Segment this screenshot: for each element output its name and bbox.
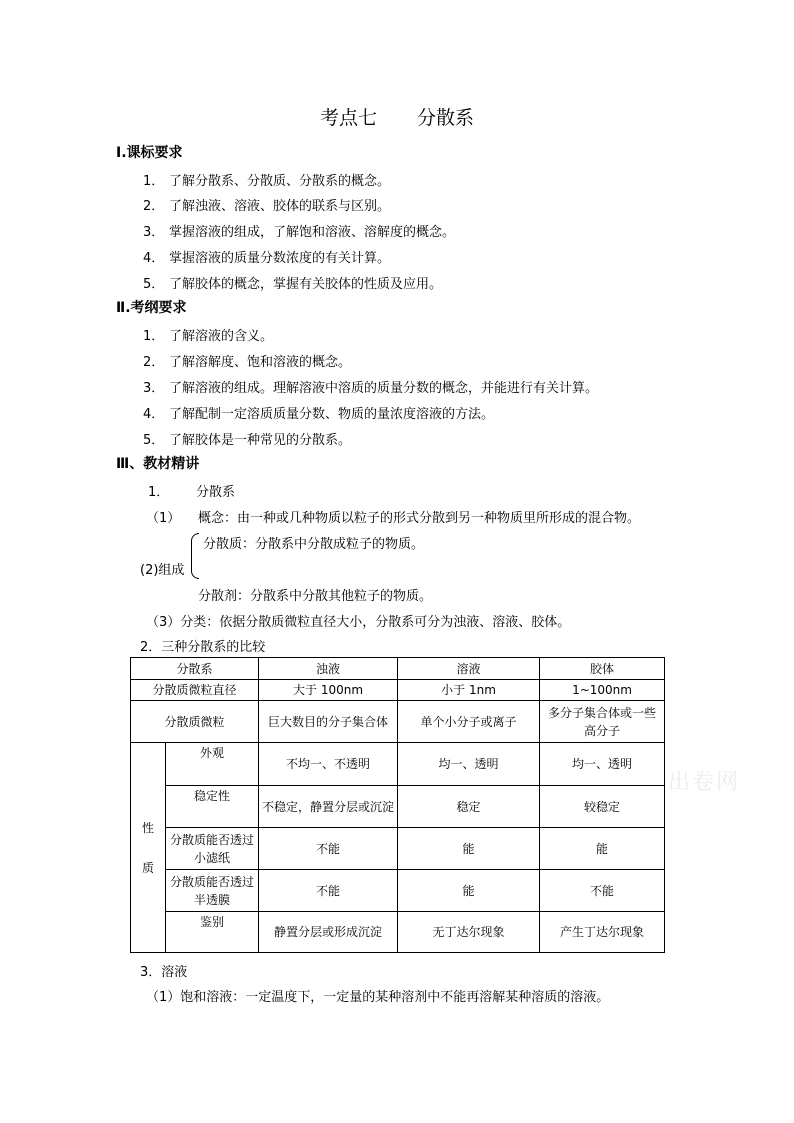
table-cell: 多分子集合体或一些高分子 bbox=[540, 701, 665, 743]
table-cell: 不能 bbox=[259, 870, 398, 912]
table-cell: 巨大数目的分子集合体 bbox=[259, 701, 398, 743]
table-cell: 能 bbox=[398, 828, 540, 870]
watermark-text: 出卷网 bbox=[668, 770, 741, 795]
table-row bbox=[131, 743, 665, 786]
table-cell: 静置分层或形成沉淀 bbox=[259, 912, 398, 953]
list-item: 5． 了解胶体是一种常见的分散系。 bbox=[143, 433, 352, 448]
classification-text: （3）分类：依据分散质微粒直径大小，分散系可分为浊液、溶液、胶体。 bbox=[146, 615, 571, 630]
table-header-cell: 分散系 bbox=[131, 658, 259, 680]
section-1-heading: Ⅰ.课标要求 bbox=[116, 145, 183, 161]
table-cell: 分散质能否透过半透膜 bbox=[166, 870, 259, 912]
page-title bbox=[0, 103, 794, 130]
table-header-cell: 溶液 bbox=[398, 658, 540, 680]
table-header-cell: 浊液 bbox=[259, 658, 398, 680]
table-cell: 外观 bbox=[166, 743, 259, 786]
table-cell: 均一、透明 bbox=[398, 743, 540, 786]
table-cell: 鉴别 bbox=[166, 912, 259, 953]
table-cell: 1~100nm bbox=[540, 680, 665, 701]
table-cell: 单个小分子或离子 bbox=[398, 701, 540, 743]
list-item: 1． 了解溶液的含义。 bbox=[143, 329, 274, 344]
table-row bbox=[131, 912, 665, 953]
table-cell: 不能 bbox=[540, 870, 665, 912]
composition-label: (2)组成 bbox=[140, 563, 185, 578]
table-row bbox=[131, 828, 665, 870]
property-label-char: 质 bbox=[141, 860, 154, 875]
list-item: 2． 了解溶解度、饱和溶液的概念。 bbox=[143, 355, 352, 370]
table-cell: 分散质微粒直径 bbox=[131, 680, 259, 701]
property-group-label bbox=[131, 743, 166, 953]
table-cell: 稳定性 bbox=[166, 786, 259, 828]
table-cell: 稳定 bbox=[398, 786, 540, 828]
list-item: 3． 了解溶液的组成。理解溶液中溶质的质量分数的概念，并能进行有关计算。 bbox=[143, 381, 599, 396]
table-cell: 较稳定 bbox=[540, 786, 665, 828]
table-cell: 均一、透明 bbox=[540, 743, 665, 786]
table-cell: 不稳定，静置分层或沉淀 bbox=[259, 786, 398, 828]
list-item: 2． 了解浊液、溶液、胶体的联系与区别。 bbox=[143, 199, 391, 214]
table-cell: 大于 100nm bbox=[259, 680, 398, 701]
section-3-heading: Ⅲ、教材精讲 bbox=[116, 456, 200, 472]
concept-number: （1） bbox=[146, 511, 181, 526]
list-item: 4． 掌握溶液的质量分数浓度的有关计算。 bbox=[143, 251, 391, 266]
subsection-1-number: 1． bbox=[148, 485, 170, 500]
table-cell: 不能 bbox=[259, 828, 398, 870]
table-row bbox=[131, 701, 665, 743]
saturated-solution-definition: （1）饱和溶液：一定温度下，一定量的某种溶剂中不能再溶解某种溶质的溶液。 bbox=[146, 990, 610, 1005]
list-item: 4． 了解配制一定溶质质量分数、物质的量浓度溶液的方法。 bbox=[143, 407, 495, 422]
table-cell: 分散质能否透过小滤纸 bbox=[166, 828, 259, 870]
dispersed-phase-definition: 分散质：分散系中分散成粒子的物质。 bbox=[203, 537, 425, 552]
title-subject: 分散系 bbox=[417, 107, 475, 129]
table-cell: 无丁达尔现象 bbox=[398, 912, 540, 953]
subsection-3-title: 3．溶液 bbox=[140, 965, 188, 980]
table-row bbox=[131, 786, 665, 828]
table-cell: 能 bbox=[398, 870, 540, 912]
table-header-cell: 胶体 bbox=[540, 658, 665, 680]
table-row bbox=[131, 680, 665, 701]
subsection-2-title: 2．三种分散系的比较 bbox=[140, 640, 266, 655]
table-row bbox=[131, 870, 665, 912]
section-2-heading: Ⅱ.考纲要求 bbox=[116, 300, 187, 316]
dispersion-medium-definition: 分散剂：分散系中分散其他粒子的物质。 bbox=[198, 589, 433, 604]
list-item: 1． 了解分散系、分散质、分散系的概念。 bbox=[143, 174, 391, 189]
table-cell: 不均一、不透明 bbox=[259, 743, 398, 786]
subsection-1-title: 分散系 bbox=[196, 485, 236, 500]
concept-text: 概念：由一种或几种物质以粒子的形式分散到另一种物质里所形成的混合物。 bbox=[198, 511, 641, 526]
title-topic: 考点七 bbox=[319, 107, 377, 129]
list-item: 3． 掌握溶液的组成，了解饱和溶液、溶解度的概念。 bbox=[143, 225, 456, 240]
list-item: 5． 了解胶体的概念，掌握有关胶体的性质及应用。 bbox=[143, 277, 443, 292]
composition-brace bbox=[191, 533, 199, 579]
table-cell: 产生丁达尔现象 bbox=[540, 912, 665, 953]
table-cell: 小于 1nm bbox=[398, 680, 540, 701]
comparison-table bbox=[130, 657, 665, 953]
property-label-char: 性 bbox=[141, 820, 154, 835]
table-header-row bbox=[131, 658, 665, 680]
table-cell: 分散质微粒 bbox=[131, 701, 259, 743]
table-cell: 能 bbox=[540, 828, 665, 870]
